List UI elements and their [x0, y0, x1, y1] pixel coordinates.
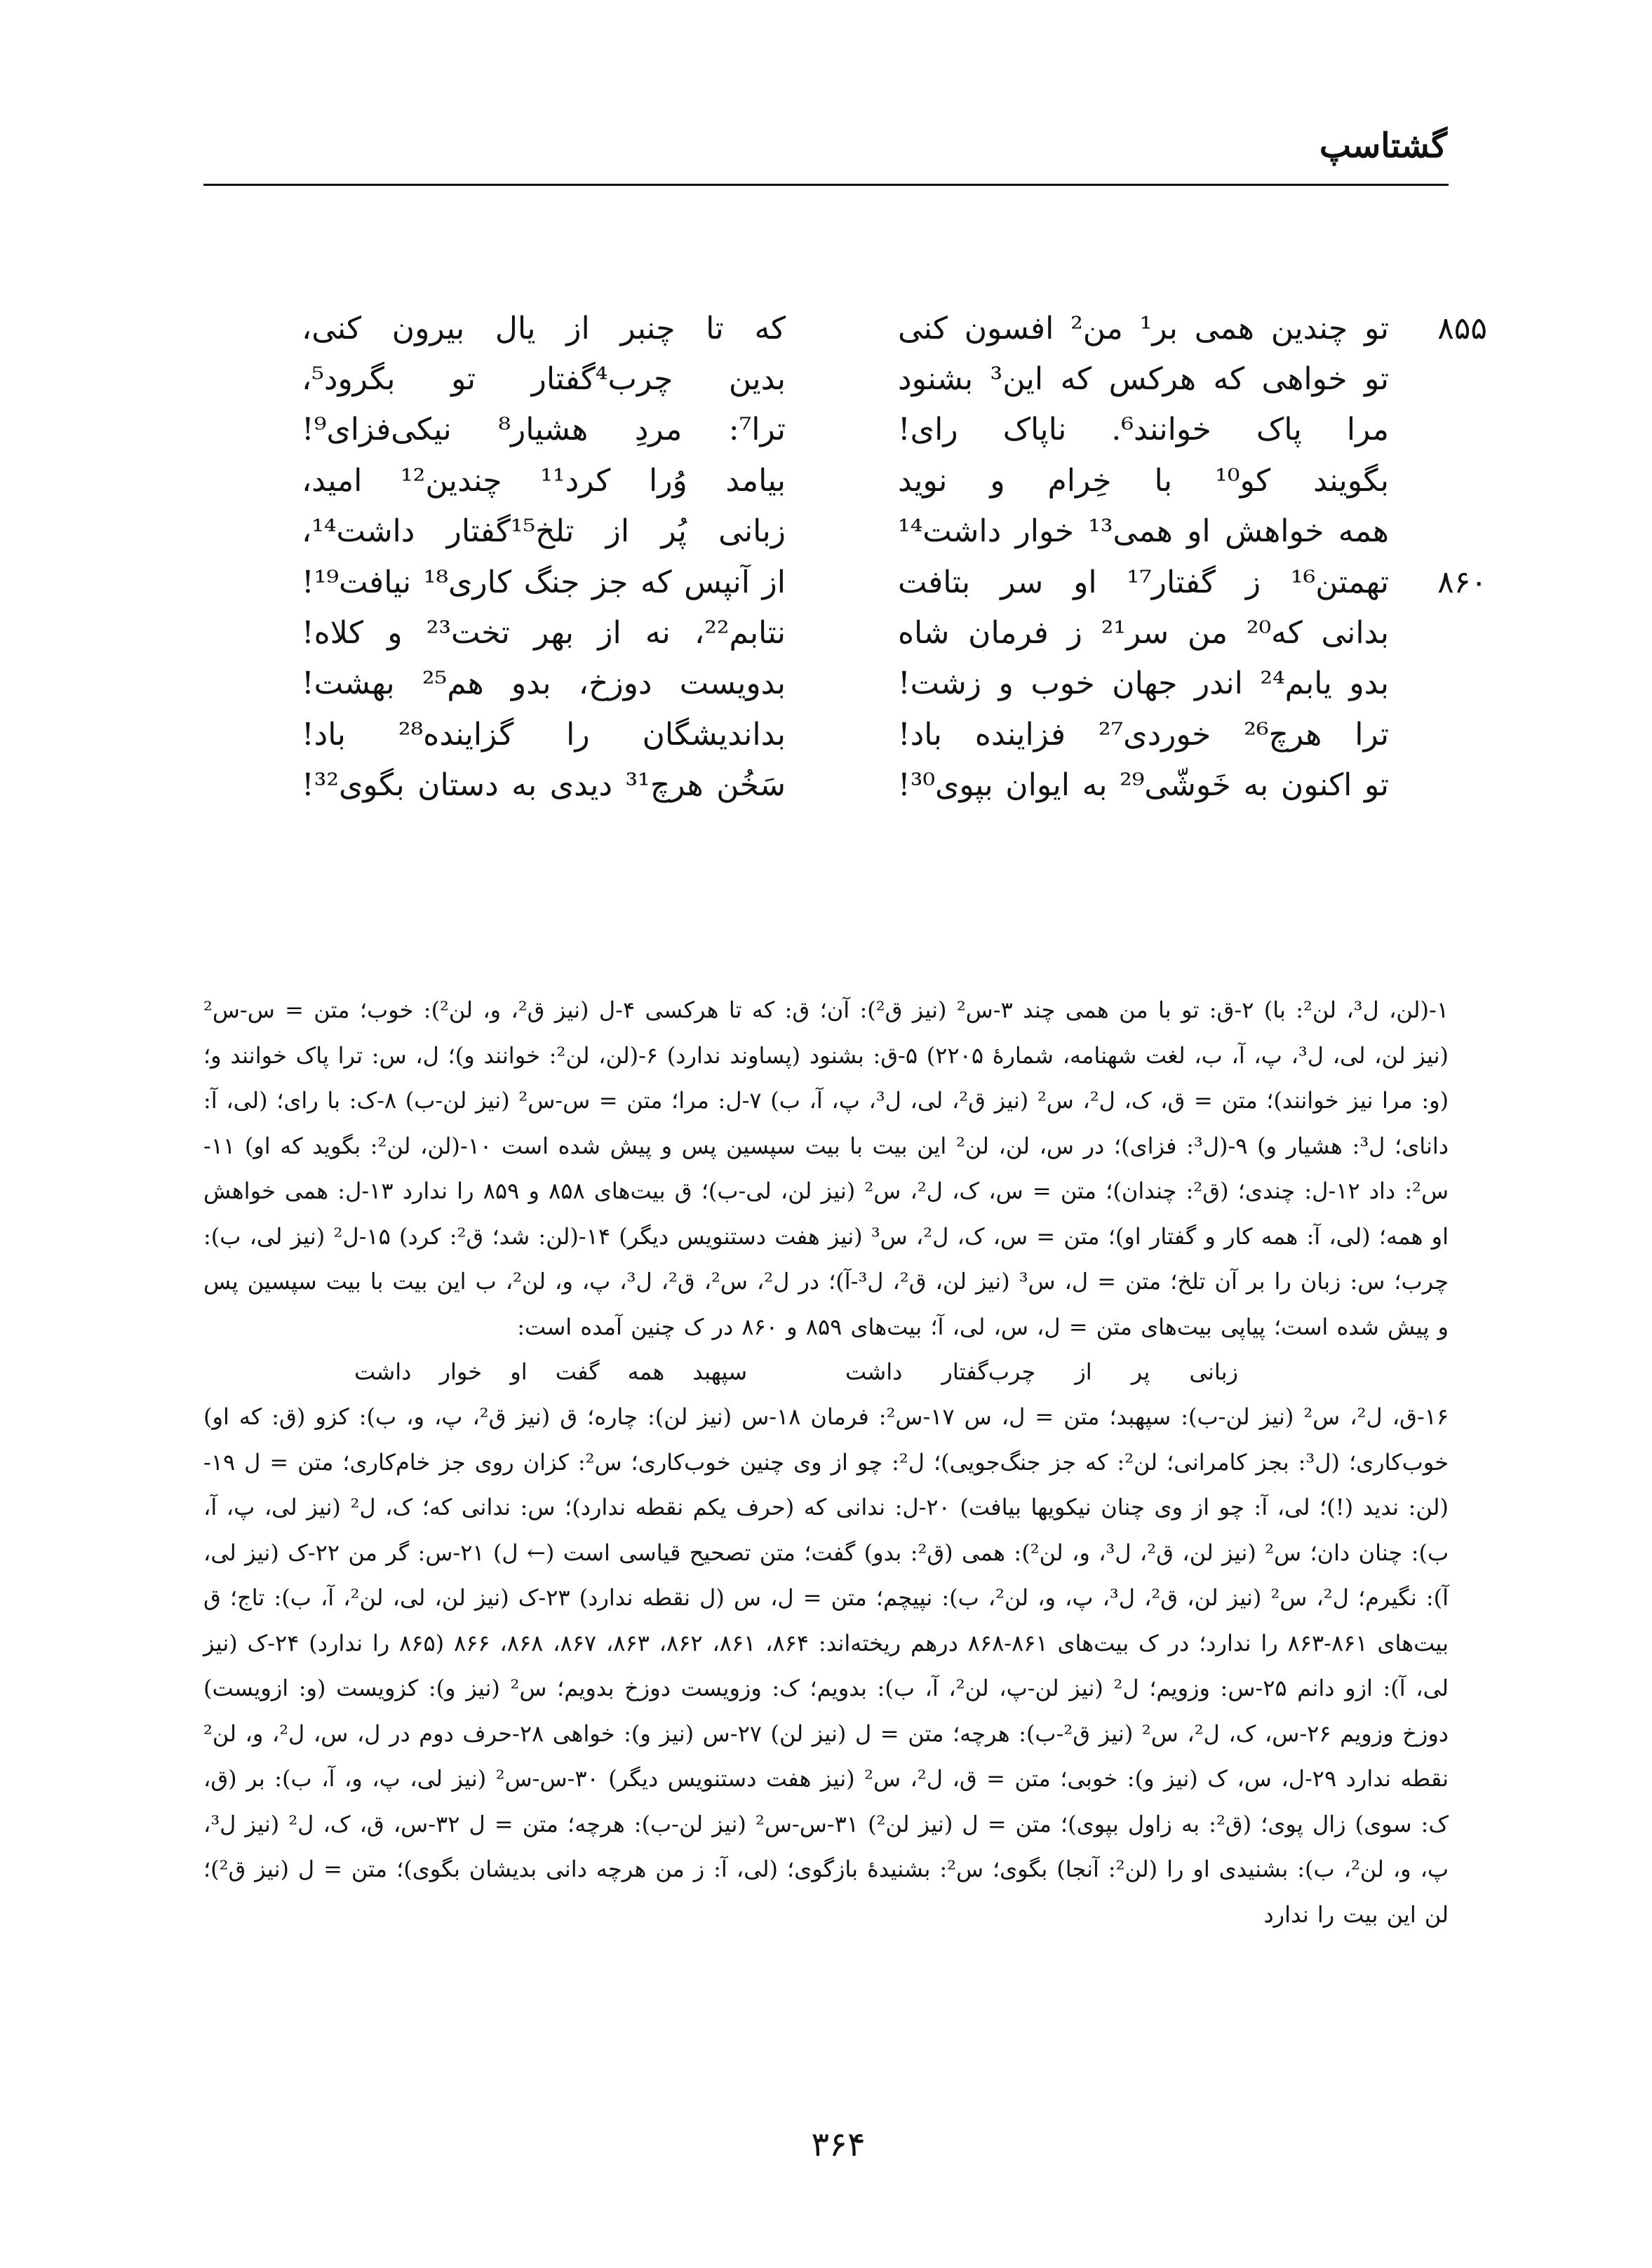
hemistich-2: بداندیشگان را گزاینده²⁸ باد! [302, 716, 786, 752]
header-rule [203, 184, 1449, 186]
verse-number: ۸۶۰ [1437, 564, 1487, 600]
hemistich-1: بگویند کو¹⁰ با خِرام و نوید [898, 462, 1389, 499]
hemistich-2: سَخُن هرچ³¹ دیدی به دستان بگوی³²! [302, 767, 786, 804]
hemistich-2: نتابم²²، نه از بهرِ تخت²³ و کلاه! [302, 615, 786, 652]
hemistich-2: از آنپس که جز جنگ کاری¹⁸ نیافت¹⁹! [302, 564, 786, 600]
page-number: ۳۶۴ [811, 2125, 866, 2164]
hemistich-1: تو چندین همی بر¹ من² افسون کنی [898, 310, 1389, 346]
hemistich-2: بدین چرب⁴گفتارِ تو بگرود⁵، [302, 361, 786, 398]
hemistich-1: تهمتن¹⁶ زِ گفتارِ¹⁷ او سر بتافت [898, 564, 1389, 600]
variant-verse-hemistich-2: سپهبد همه گفت او خوار داشت [354, 1358, 747, 1385]
hemistich-1: همه خواهش او همی¹³ خوار داشت¹⁴ [898, 513, 1389, 550]
verse-number: ۸۵۵ [1437, 310, 1487, 346]
hemistich-2: که تا چنبر از یال بیرون کنی، [302, 310, 786, 346]
running-head-title: گشتاسپ [1319, 126, 1447, 166]
hemistich-1: تو خواهی که هرکس که این³ بشنود [898, 361, 1389, 398]
hemistich-2: ترا⁷: مردِ هشیار⁸ نیکی‌فزای⁹! [302, 412, 786, 448]
variant-verse-hemistich-1: زبانی پر از چرب‌گفتار داشت [845, 1358, 1238, 1385]
variant-verse [203, 1349, 1449, 1394]
hemistich-1: مرا پاک خوانند⁶. ناپاک رای! [898, 412, 1389, 448]
verse-row [295, 557, 1487, 607]
hemistich-2: بیامد وُرا کرد¹¹ چندین¹² امید، [302, 462, 786, 499]
verse-row [295, 353, 1487, 404]
verse-row [295, 506, 1487, 557]
hemistich-1: بدو یابم²⁴ اندر جهان خوب و زشت! [898, 666, 1389, 702]
poem-block [295, 303, 1487, 811]
footnotes [203, 987, 1449, 1937]
verse-row [295, 303, 1487, 353]
hemistich-1: تو اکنون به خَوشّی²⁹ به ایوان بپوی³⁰! [898, 767, 1389, 804]
verse-row [295, 760, 1487, 811]
hemistich-2: بدویست دوزخ، بدو هم²⁵ بهشت! [302, 666, 786, 702]
verse-row [295, 405, 1487, 455]
footnote-paragraph-2: ۱۶-ق، ل²، س² (نیز لن-ب): سپهبد؛ متن = ل، س ۱۷-س²: فرمان ۱۸-س (نیز لن): چاره؛ ق (نیز ق²، پ، و، ب): کزو (ق: که او) خوب‌کاری؛ (ل³: بجز کامرانی؛ لن²: که جز جنگ‌جویی)؛ ل²: چو از وی چنین خوب‌کاری؛ س²: کزان روی جز خام‌کاری؛ متن = ل ۱۹-(لن: ندید (!)؛ لی، آ: چو از وی چنان نیکویها بیافت) ۲۰-ل: ندانی که (حرف یکم نقطه ندارد)؛ س: ندانی که؛ ک، ل² (نیز لی، پ، آ، ب): چنان دان؛ س² (نیز لن، ق²، ل³، و، لن²): همی (ق²: بدو) گفت؛ متن تصحیح قیاسی است (← ل) ۲۱-س: گر من ۲۲-ک (نیز لی، آ): نگیرم؛ ل²، س² (نیز لن، ق²، ل³، پ، و، لن²، ب): نپیچم؛ متن = ل، س (ل نقطه ندارد) ۲۳-ک (نیز لن، لی، لن²، آ، ب): تاج؛ ق بیت‌های ۸۶۱-۸۶۳ را ندارد؛ در ک بیت‌های ۸۶۱-۸۶۸ درهم ریخته‌اند: ۸۶۴، ۸۶۱، ۸۶۲، ۸۶۳، ۸۶۷، ۸۶۸، ۸۶۶ (۸۶۵ را ندارد) ۲۴-ک (نیز لی، آ): ازو دانم ۲۵-س: وزویم؛ ل² (نیز لن-پ، لن²، آ، ب): بدویم؛ ک: وزویست دوزخ بدویم؛ س² (نیز و): کزویست (و: ازویست) دوزخ وزویم ۲۶-س، ک، ل²، س² (نیز ق²-ب): هرچه؛ متن = ل (نیز لن) ۲۷-س (نیز و): خواهی ۲۸-حرف دوم در ل، س، ل²، و، لن² نقطه ندارد ۲۹-ل، س، ک (نیز و): خوبی؛ متن = ق، ل²، س² (نیز هفت دستنویس دیگر) ۳۰-س-س² (نیز لی، پ، و، آ، ب): بر (ق، ک: سوی) زال پوی؛ (ق²: به زاول بپوی)؛ متن = ل (نیز لن²) ۳۱-س-س² (نیز لن-ب): هرچه؛ متن = ل ۳۲-س، ق، ک، ل² (نیز ل³، پ، و، لن²، ب): بشنیدی او را (لن²: آنجا) بگوی؛ س²: بشنیدهٔ بازگوی؛ (لی، آ: ز من هرچه دانی بدیشان بگوی)؛ متن = ل (نیز ق²)؛ لن این بیت را ندارد [203, 1403, 1449, 1928]
verse-row [295, 659, 1487, 709]
verse-row [295, 455, 1487, 506]
hemistich-2: زبانی پُر از تلخ¹⁵گفتار داشت¹⁴، [302, 513, 786, 550]
hemistich-1: بدانی که²⁰ من سر²¹ زِ فرمانِ شاه [898, 615, 1389, 652]
verse-row [295, 709, 1487, 760]
verse-row [295, 607, 1487, 658]
footnote-paragraph-1: ۱-(لن، ل³، لن²: با) ۲-ق: تو با من همی چند ۳-س² (نیز ق²): آن؛ ق: که تا هرکسی ۴-ل (نیز ق²، و، لن²): خوب؛ متن = س-س² (نیز لن، لی، ل³، پ، آ، ب، لغت شهنامه، شمارهٔ ۲۲۰۵) ۵-ق: بشنود (پساوند ندارد) ۶-(لن، لن²: خوانند و)؛ ل، س: ترا پاک خوانند و؛ (و: مرا نیز خوانند)؛ متن = ق، ک، ل²، س² (نیز ق²، لی، ل³، پ، آ، ب) ۷-ل: مرا؛ متن = س-س² (نیز لن-ب) ۸-ک: با رای؛ (لی، آ: دانای؛ ل³: هشیار و) ۹-(ل³: فزای)؛ در س، لن، لن² این بیت با بیت سپسین پس و پیش شده است ۱۰-(لن، لن²: بگوید که او) ۱۱-س²: داد ۱۲-ل: چندی؛ (ق²: چندان)؛ متن = س، ک، ل²، س² (نیز لن، لی-ب)؛ ق بیت‌های ۸۵۸ و ۸۵۹ را ندارد ۱۳-ل: همی خواهش او همه؛ (لی، آ: همه کار و گفتار او)؛ متن = س، ک، ل²، س³ (نیز هفت دستنویس دیگر) ۱۴-(لن: شد؛ ق²: کرد) ۱۵-ل² (نیز لی، ب): چرب؛ س: زبان را بر آن تلخ؛ متن = ل، س³ (نیز لن، ق²، ل³-آ)؛ در ل²، س²، ق²، ل³، پ، و، لن²، ب این بیت با بیت سپسین پس و پیش شده است؛ پیاپی بیت‌های متن = ل، س، لی، آ؛ بیت‌های ۸۵۹ و ۸۶۰ در ک چنین آمده است: [203, 997, 1449, 1340]
hemistich-1: ترا هرچ²⁶ خوردی²⁷ فزاینده باد! [898, 716, 1389, 752]
